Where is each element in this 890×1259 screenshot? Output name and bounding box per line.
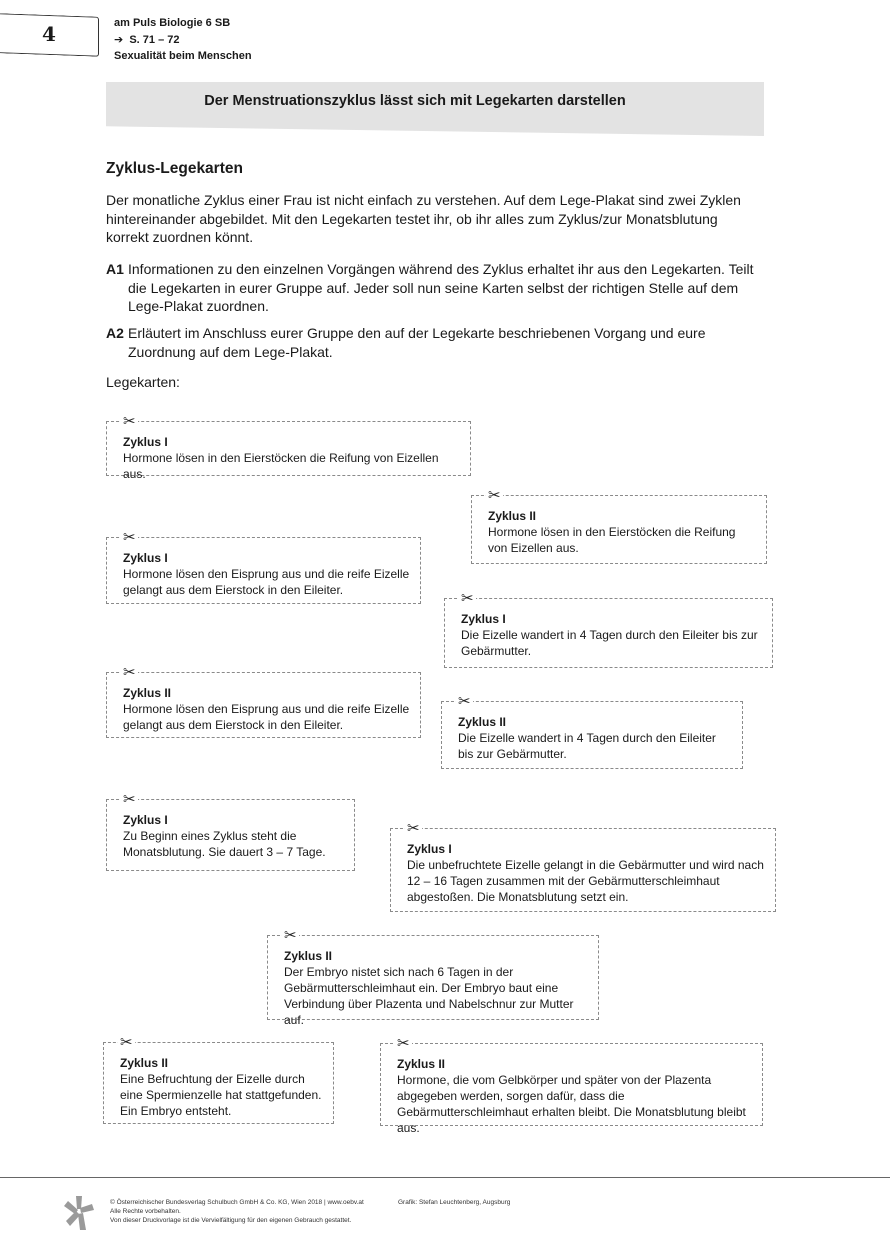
task-label: A1 bbox=[106, 261, 124, 277]
footer-permission: Von dieser Druckvorlage ist die Vervielfältigung für den eigenen Gebrauch gestattet. bbox=[110, 1217, 352, 1224]
card-title: Zyklus I bbox=[123, 435, 168, 449]
legekarte-card[interactable] bbox=[106, 528, 421, 604]
card-text: Hormone lösen den Eisprung aus und die reife Eizelle gelangt aus dem Eierstock in den Eileiter. bbox=[123, 702, 410, 732]
page-number: 4 bbox=[42, 22, 56, 46]
chapter-title: Sexualität beim Menschen bbox=[114, 50, 252, 62]
legekarte-card[interactable] bbox=[390, 819, 776, 912]
task-a2 bbox=[106, 324, 766, 361]
card-text: Hormone lösen in den Eierstöcken die Reifung von Eizellen aus. bbox=[488, 525, 736, 555]
scissors-icon: ✂ bbox=[461, 589, 474, 607]
card-title: Zyklus I bbox=[123, 813, 168, 827]
card-title: Zyklus II bbox=[397, 1057, 446, 1071]
footer-rights: Alle Rechte vorbehalten. bbox=[110, 1208, 181, 1215]
footer-copyright: © Österreichischer Bundesverlag Schulbuch GmbH & Co. KG, Wien 2018 | www.oebv.at bbox=[110, 1199, 364, 1206]
task-text: Erläutert im Anschluss eurer Gruppe den auf der Legekarte beschriebenen Vorgang und eure Zuordnung auf dem Lege-Plakat. bbox=[128, 325, 706, 360]
title-banner bbox=[106, 82, 764, 136]
arrow-icon: ➔ bbox=[114, 34, 124, 46]
scissors-icon: ✂ bbox=[123, 412, 136, 430]
legekarte-card[interactable] bbox=[471, 486, 767, 564]
scissors-icon: ✂ bbox=[488, 486, 501, 504]
card-text: Hormone lösen in den Eierstöcken die Reifung von Eizellen aus. bbox=[123, 451, 439, 481]
card-text: Zu Beginn eines Zyklus steht die Monatsblutung. Sie dauert 3 – 7 Tage. bbox=[123, 829, 326, 859]
scissors-icon: ✂ bbox=[407, 819, 420, 837]
oebv-logo-icon bbox=[64, 1196, 94, 1235]
legekarte-card[interactable] bbox=[103, 1033, 334, 1124]
legekarte-card[interactable] bbox=[444, 589, 773, 668]
page-reference-text: S. 71 – 72 bbox=[129, 34, 180, 46]
task-text: Informationen zu den einzelnen Vorgängen während des Zyklus erhaltet ihr aus den Legekarten. Teilt die Legekarten in eurer Gruppe auf. Jeder soll nun seine Karten selbst der richtigen Stelle auf dem Lege-Plakat zuordnen. bbox=[128, 261, 754, 314]
section-heading: Zyklus-Legekarten bbox=[106, 160, 243, 177]
card-text: Der Embryo nistet sich nach 6 Tagen in der Gebärmutterschleimhaut ein. Der Embryo baut eine Verbindung über Plazenta und Nabelschnur zur Mutter auf. bbox=[284, 965, 574, 1027]
card-title: Zyklus II bbox=[123, 686, 172, 700]
legekarte-card[interactable] bbox=[380, 1034, 763, 1135]
legekarte-card[interactable] bbox=[267, 926, 599, 1027]
cards-label: Legekarten: bbox=[106, 374, 180, 390]
card-title: Zyklus I bbox=[123, 551, 168, 565]
card-title: Zyklus II bbox=[284, 949, 333, 963]
banner-title: Der Menstruationszyklus lässt sich mit Legekarten darstellen bbox=[204, 93, 626, 109]
scissors-icon: ✂ bbox=[397, 1034, 410, 1052]
card-text: Eine Befruchtung der Eizelle durch eine Spermienzelle hat stattgefunden. Ein Embryo entsteht. bbox=[120, 1072, 322, 1118]
legekarte-card[interactable] bbox=[106, 412, 471, 481]
card-text: Die unbefruchtete Eizelle gelangt in die Gebärmutter und wird nach 12 – 16 Tagen zusammen mit der Gebärmutterschleimhaut abgestoßen. Die Monatsblutung setzt ein. bbox=[407, 858, 764, 904]
scissors-icon: ✂ bbox=[123, 790, 136, 808]
scissors-icon: ✂ bbox=[458, 692, 471, 710]
intro-text: Der monatliche Zyklus einer Frau ist nicht einfach zu verstehen. Auf dem Lege-Plakat sind zwei Zyklen hintereinander abgebildet. Mit den Legekarten testet ihr, ob ihr alles zum Zyklus/zur Monatsblutung korrekt zuordnen könnt. bbox=[106, 192, 741, 245]
scissors-icon: ✂ bbox=[123, 663, 136, 681]
footer-divider bbox=[0, 1177, 890, 1178]
card-title: Zyklus II bbox=[120, 1056, 169, 1070]
card-text: Hormone lösen den Eisprung aus und die reife Eizelle gelangt aus dem Eierstock in den Eileiter. bbox=[123, 567, 410, 597]
legekarte-card[interactable] bbox=[106, 790, 355, 871]
task-a1 bbox=[106, 260, 766, 316]
book-title: am Puls Biologie 6 SB bbox=[114, 17, 231, 29]
legekarte-card[interactable] bbox=[441, 692, 743, 769]
legekarte-card[interactable] bbox=[106, 663, 421, 738]
card-text: Hormone, die vom Gelbkörper und später von der Plazenta abgegeben werden, sorgen dafür, dass die Gebärmutterschleimhaut erhalten bleibt. Die Monatsblutung bleibt aus. bbox=[397, 1073, 746, 1135]
scissors-icon: ✂ bbox=[123, 528, 136, 546]
scissors-icon: ✂ bbox=[120, 1033, 133, 1051]
page-reference bbox=[114, 33, 180, 46]
card-title: Zyklus I bbox=[461, 612, 506, 626]
card-title: Zyklus II bbox=[458, 715, 507, 729]
card-title: Zyklus I bbox=[407, 842, 452, 856]
card-title: Zyklus II bbox=[488, 509, 537, 523]
card-text: Die Eizelle wandert in 4 Tagen durch den Eileiter bis zur Gebärmutter. bbox=[458, 731, 716, 761]
scissors-icon: ✂ bbox=[284, 926, 297, 944]
card-text: Die Eizelle wandert in 4 Tagen durch den Eileiter bis zur Gebärmutter. bbox=[461, 628, 758, 658]
task-label: A2 bbox=[106, 325, 124, 341]
footer-graphics-credit: Grafik: Stefan Leuchtenberg, Augsburg bbox=[398, 1199, 511, 1206]
